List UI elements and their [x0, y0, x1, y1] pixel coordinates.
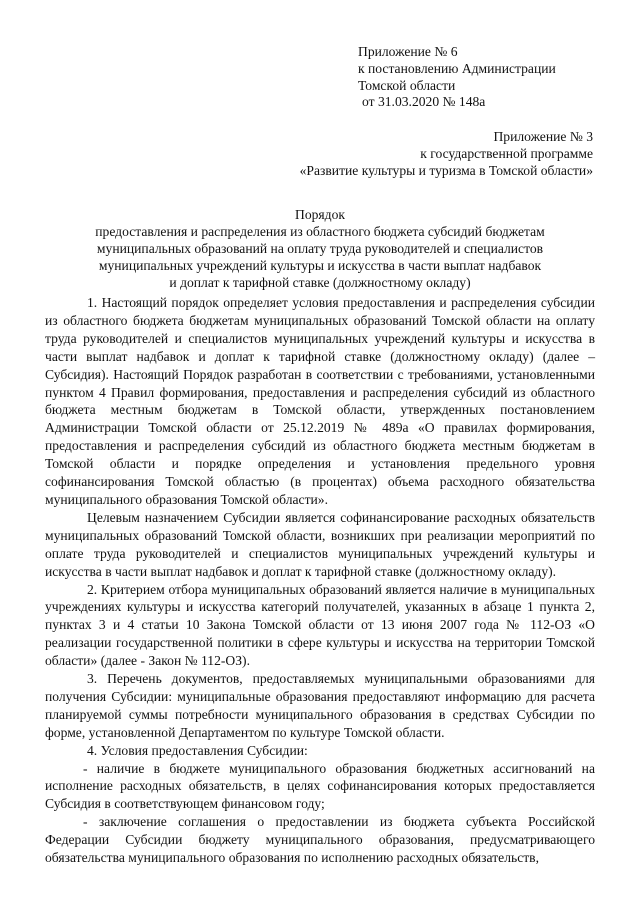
- condition-item-budget: - наличие в бюджете муниципального образования бюджетных ассигнований на исполнение расходных обязательств, в целях софинансирования которых предоставляется Субсидия в соответствующем финансовом году;: [45, 760, 595, 812]
- annex-3-line-1: Приложение № 3: [493, 129, 593, 144]
- annex-6-line-1: Приложение № 6: [358, 44, 458, 59]
- document-title: [45, 207, 595, 292]
- title-line-3: муниципальных учреждений культуры и искусства в части выплат надбавок: [98, 257, 542, 273]
- annex-3-line-2: к государственной программе: [420, 145, 593, 161]
- paragraph-target-purpose: Целевым назначением Субсидии является софинансирование расходных обязательств муниципальных образований Томской области, возникших при реализации мероприятий по оплате труда руководителей и специалистов муниципальных учреждений культуры и искусства в части выплат надбавок и доплат к тарифной ставке (должностному окладу).: [45, 509, 595, 579]
- document-body: [45, 294, 595, 867]
- paragraph-3-documents: 3. Перечень документов, предоставляемых муниципальными образованиями для получения Субсидии: муниципальные образования предоставляют информацию для расчета планируемой суммы потребности муниципального образования в средствах Субсидии по форме, установленной Департаментом по культуре Томской области.: [45, 671, 595, 740]
- annex-6-header: [358, 44, 556, 111]
- paragraph-4-conditions: 4. Условия предоставления Субсидии:: [87, 742, 308, 758]
- annex-6-line-4: от 31.03.2020 № 148а: [362, 94, 486, 110]
- paragraph-1-purpose: 1. Настоящий порядок определяет условия предоставления и распределения субсидии из областного бюджета бюджетам муниципальных образований Томской области на оплату труда руководителей и специалистов муниципальных учреждений культуры и искусства в части выплат надбавок и доплат к тарифной ставке (должностному окладу) (далее – Субсидия). Настоящий Порядок разработан в соответствии с требованиями, установленными пунктом 4 Правил формирования, предоставления и распределения субсидий из областного бюджета местным бюджетам в Томской области, утвержденных постановлением Администрации Томской области от 25.12.2019 № 489а «О правилах формирования, предоставления и распределения субсидий из областного бюджета местным бюджетам в Томской области и порядке определения и установления предельного уровня софинансирования Томской областью (в процентах) объема расходного обязательства муниципального образования Томской области».: [45, 295, 595, 507]
- annex-6-line-2: к постановлению Администрации: [358, 60, 556, 76]
- title-line-2: муниципальных образований на оплату труда руководителей и специалистов: [96, 240, 544, 256]
- annex-6-line-3: Томской области: [358, 77, 456, 93]
- title-heading: Порядок: [295, 207, 345, 222]
- title-line-4: и доплат к тарифной ставке (должностному окладу): [169, 274, 471, 290]
- title-line-1: предоставления и распределения из областного бюджета субсидий бюджетам: [95, 223, 545, 239]
- condition-item-agreement: - заключение соглашения о предоставлении из бюджета субъекта Российской Федерации Субсидии бюджету муниципального образования, предусматривающего обязательства муниципального образования по исполнению расходных обязательств,: [45, 814, 595, 866]
- annex-3-header: [300, 129, 593, 179]
- paragraph-2-criterion: 2. Критерием отбора муниципальных образований является наличие в муниципальных учреждениях культуры и искусства категорий получателей, указанных в абзаце 1 пункта 2, пунктах 3 и 4 статьи 10 Закона Томской области от 13 июня 2007 года № 112-ОЗ «О реализации государственной политики в сфере культуры и искусства на территории Томской области» (далее - Закон № 112-ОЗ).: [45, 581, 595, 669]
- annex-3-line-3: «Развитие культуры и туризма в Томской области»: [299, 162, 593, 178]
